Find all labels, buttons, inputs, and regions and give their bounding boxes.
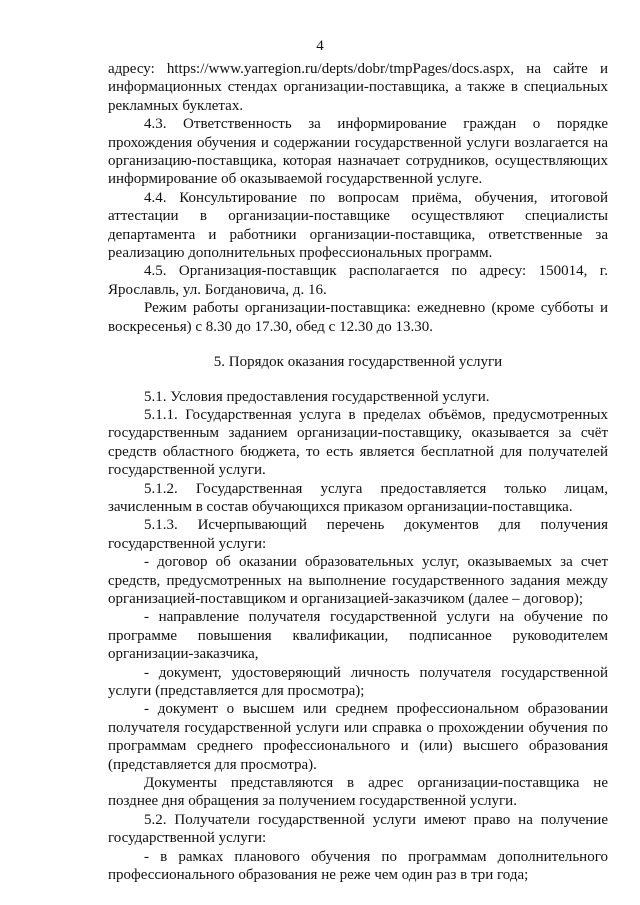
paragraph: 5.1.3. Исчерпывающий перечень документов для получения государственной услуги: <box>108 517 608 552</box>
paragraph: 4.4. Консультирование по вопросам приёма, обучения, итоговой аттестации в организации-поставщике осуществляют специалисты департамента и работники организации-поставщика, ответственные за реализацию дополнительных профессиональных программ. <box>108 189 608 262</box>
paragraph: - направление получателя государственной услуги на обучение по программе повышения квалификации, подписанное руководителем организации-заказчика, <box>108 609 608 663</box>
paragraph-continuation: адресу: https://www.yarregion.ru/depts/dobr/tmpPages/docs.aspx, на сайте и информационных стендах организации-поставщика, а также в специальных рекламных буклетах. <box>108 61 608 114</box>
paragraph: Режим работы организации-поставщика: ежедневно (кроме субботы и воскресенья) с 8.30 до 17.30, обед с 12.30 до 13.30. <box>108 300 608 335</box>
paragraph: 5.1.2. Государственная услуга предоставляется только лицам, зачисленным в состав обучающихся приказом организации-поставщика. <box>108 480 608 515</box>
paragraph: Документы представляются в адрес организации-поставщика не позднее дня обращения за получением государственной услуги. <box>108 775 608 810</box>
document-body <box>108 60 608 884</box>
paragraph: - документ о высшем или среднем профессиональном образовании получателя государственной услуги или справка о прохождении обучения по программам среднего профессионального и (или) высшего образования (представляется для просмотра). <box>108 701 608 773</box>
paragraph: - договор об оказании образовательных услуг, оказываемых за счет средств, предусмотренных на выполнение государственного задания между организацией-поставщиком и организацией-заказчиком (далее – договор); <box>108 554 608 607</box>
section-heading: 5. Порядок оказания государственной услуги <box>213 354 503 371</box>
paragraph: 5.1. Условия предоставления государственной услуги. <box>144 388 490 405</box>
paragraph: 5.1.1. Государственная услуга в пределах объёмов, предусмотренных государственным заданием организации-поставщику, оказывается за счёт средств областного бюджета, то есть является бесплатной для получателей государственной услуги. <box>108 406 608 479</box>
paragraph: 4.5. Организация-поставщик располагается по адресу: 150014, г. Ярославль, ул. Богдановича, д. 16. <box>108 263 608 298</box>
paragraph: 5.2. Получатели государственной услуги имеют право на получение государственной услуги: <box>108 811 608 847</box>
paragraph: - документ, удостоверяющий личность получателя государственной услуги (представляется для просмотра); <box>108 664 608 699</box>
paragraph: - в рамках планового обучения по программам дополнительного профессионального образования не реже чем один раз в три года; <box>108 848 608 884</box>
page-number: 4 <box>316 38 324 54</box>
paragraph: 4.3. Ответственность за информирование граждан о порядке прохождения обучения и содержании государственной услуги возлагается на организацию-поставщика, которая назначает сотрудников, осуществляющих информирование об оказываемой государственной услуге. <box>108 116 608 188</box>
